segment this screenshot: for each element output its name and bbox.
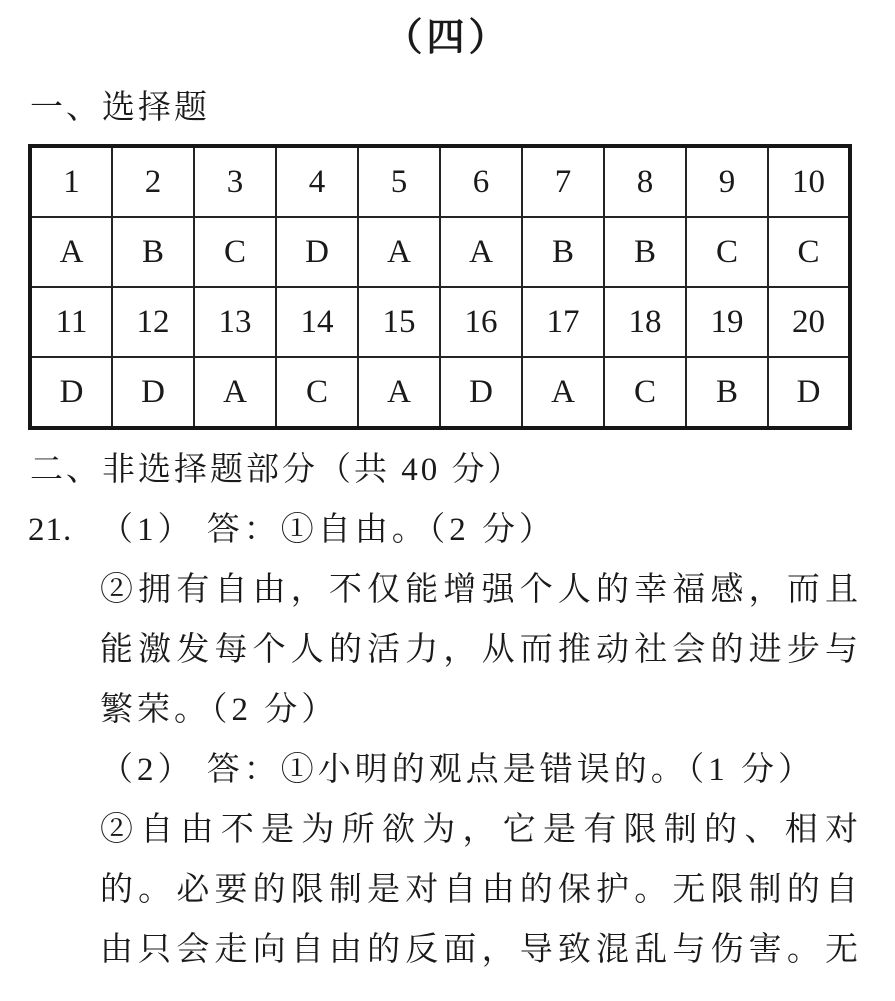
answer-cell: 11 [30,287,112,357]
answer-cell: 7 [522,146,604,217]
section-heading-non-choice: 二、非选择题部分（共 40 分） [30,452,524,488]
answer-cell: D [30,357,112,428]
answer-cell: D [112,357,194,428]
answer-cell: A [30,217,112,287]
answer-cell: 3 [194,146,276,217]
answer-cell: 5 [358,146,440,217]
answer-cell: C [194,217,276,287]
answer-cell: 15 [358,287,440,357]
answer-cell: 1 [30,146,112,217]
answer-cell: 20 [768,287,850,357]
answer-cell: 9 [686,146,768,217]
answer-cell: 2 [112,146,194,217]
answer-line: 能激发每个人的活力，从而推动社会的进步与 [100,632,862,668]
answer-table-row-answers-11-20 [30,357,850,428]
answer-table [28,144,852,430]
answer-cell: 8 [604,146,686,217]
answer-table-row-numbers-1-10 [30,146,850,217]
answer-cell: 10 [768,146,850,217]
answer-line: 的。必要的限制是对自由的保护。无限制的自 [100,872,862,908]
answer-line: ②自由不是为所欲为，它是有限制的、相对 [100,812,862,848]
question-21-answer-block [0,500,895,980]
answer-cell: C [604,357,686,428]
answer-cell: 12 [112,287,194,357]
question-number: 21. [28,512,73,548]
answer-cell: 19 [686,287,768,357]
answer-cell: C [276,357,358,428]
answer-cell: B [604,217,686,287]
answer-cell: A [194,357,276,428]
answer-cell: B [112,217,194,287]
answer-cell: 13 [194,287,276,357]
answer-cell: 6 [440,146,522,217]
page-title: （四） [384,17,511,59]
section-heading-choice: 一、选择题 [30,90,210,126]
answer-line: ②拥有自由，不仅能增强个人的幸福感，而且 [100,572,862,608]
answer-line: （2） 答：①小明的观点是错误的。（1 分） [100,752,815,788]
answer-line: 繁荣。（2 分） [100,692,339,728]
answer-cell: D [440,357,522,428]
answer-cell: 4 [276,146,358,217]
answer-line: （1） 答：①自由。（2 分） [100,512,556,548]
answer-cell: A [358,357,440,428]
answer-cell: B [522,217,604,287]
answer-table-row-numbers-11-20 [30,287,850,357]
answer-line: 由只会走向自由的反面，导致混乱与伤害。无 [100,932,862,968]
answer-cell: A [522,357,604,428]
answer-cell: 16 [440,287,522,357]
answer-cell: 18 [604,287,686,357]
answer-cell: 14 [276,287,358,357]
answer-cell: A [358,217,440,287]
answer-cell: D [276,217,358,287]
answer-cell: C [686,217,768,287]
answer-cell: C [768,217,850,287]
answer-cell: A [440,217,522,287]
answer-cell: B [686,357,768,428]
answer-table-row-answers-1-10 [30,217,850,287]
answer-cell: D [768,357,850,428]
answer-cell: 17 [522,287,604,357]
